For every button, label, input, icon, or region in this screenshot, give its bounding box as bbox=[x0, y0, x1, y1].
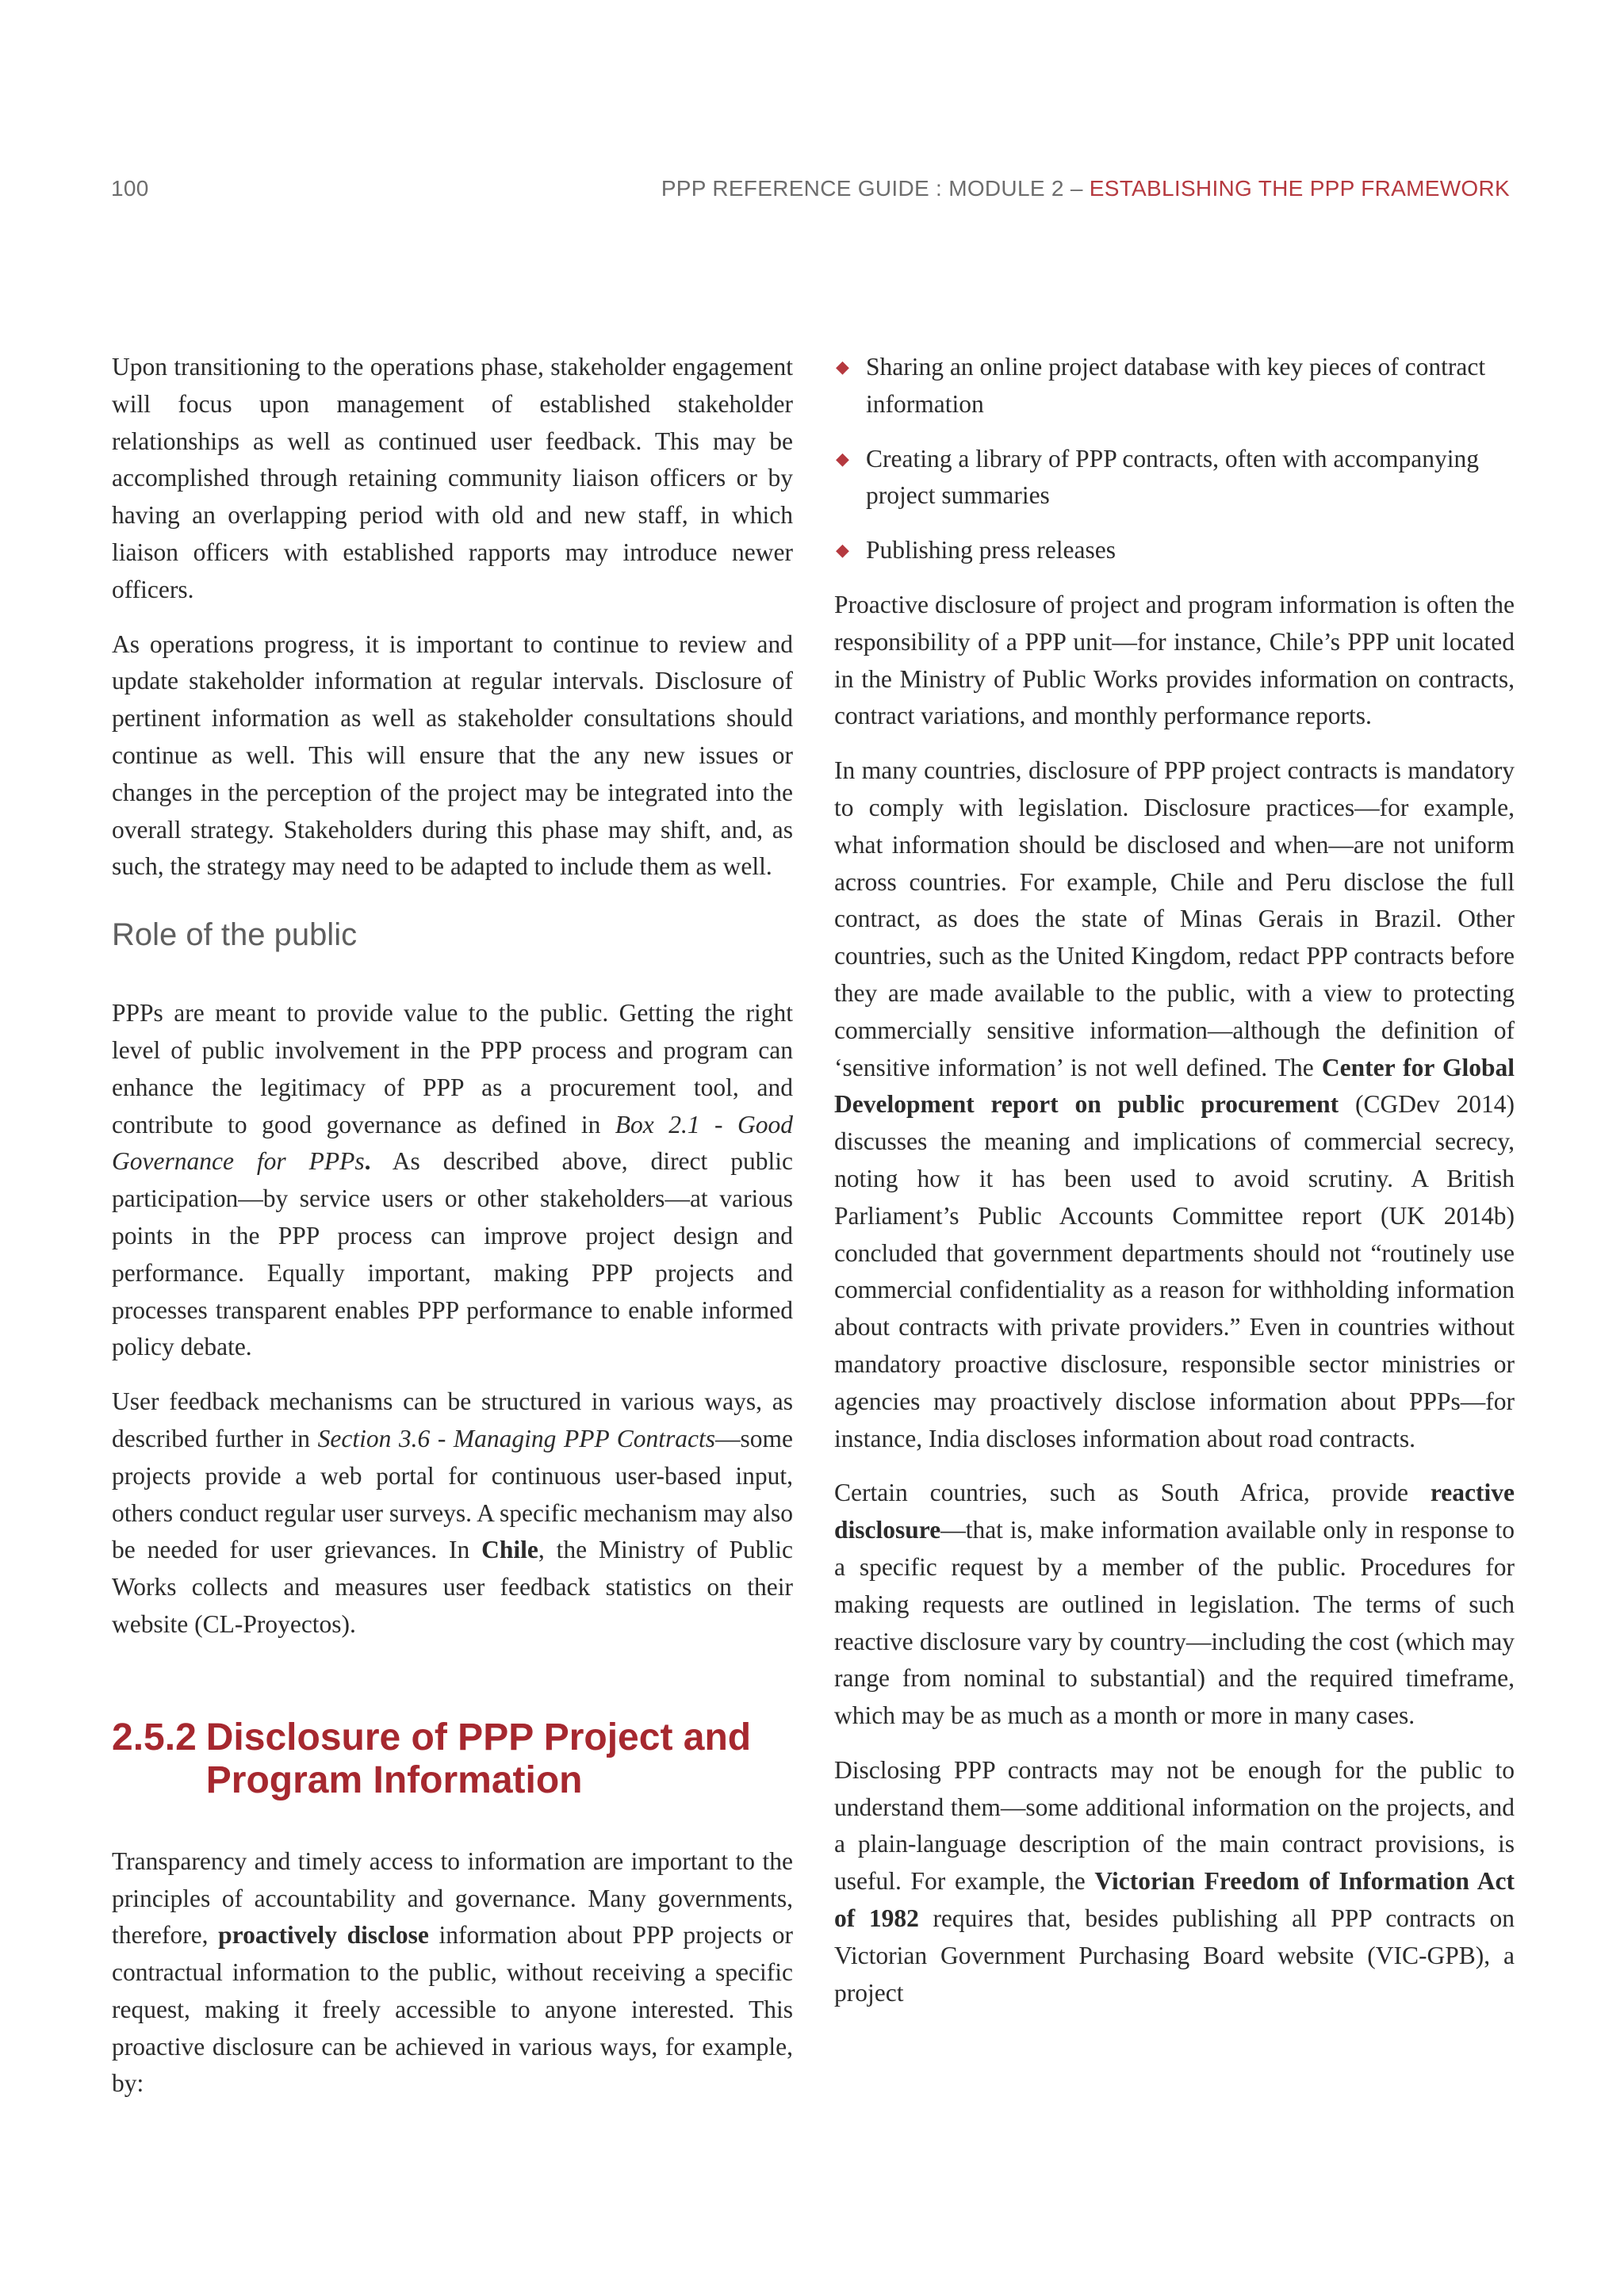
subheading-role-of-public: Role of the public bbox=[112, 917, 358, 953]
section-number: 2.5.2 bbox=[112, 1716, 197, 1758]
list-item-text: Creating a library of PPP contracts, often with accompanying project summaries bbox=[866, 444, 1480, 510]
text-run: requires that, besides publishing all PPP contracts on Victorian Government Purchasing Board website (VIC-GPB), a project bbox=[834, 1904, 1515, 2007]
list-item bbox=[834, 532, 1515, 569]
page-number: 100 bbox=[111, 176, 149, 201]
list-item bbox=[834, 349, 1515, 423]
section-reference-link[interactable]: Section 3.6 - Managing PPP Contracts bbox=[317, 1424, 715, 1452]
paragraph-plain-language bbox=[834, 1752, 1515, 2012]
text-run: —some projects provide a web portal for continuous user-based input, others conduct regular user surveys. A specific mechanism may also be needed for user grievances. In bbox=[112, 1424, 794, 1564]
paragraph-operations-phase: Upon transitioning to the operations phase, stakeholder engagement will focus upon management of established stakeholder relationships as well as continued user feedback. This may be accomplished through retaining community liaison officers or by having an overlapping period with old and new staff, in which liaison officers with established rapports may introduce newer officers. bbox=[112, 353, 793, 603]
disclosure-methods-list bbox=[834, 349, 1515, 569]
paragraph-public-value bbox=[112, 995, 793, 1366]
header-title-accent: ESTABLISHING THE PPP FRAMEWORK bbox=[1089, 176, 1510, 201]
diamond-bullet-icon: ◆ bbox=[836, 448, 849, 469]
text-run: —that is, make information available only in response to a specific request by a member of the public. Procedures for making requests are outlined in legislation. The terms of such reactive disclosure vary by country—including the cost (which may range from nominal to substantial) and the required timeframe, which may be as much as a month or more in many cases. bbox=[834, 1516, 1515, 1730]
paragraph-operations-progress: As operations progress, it is important to continue to review and update stakeholder information at regular intervals. Disclosure of pertinent information as well as stakeholder consultations should continue as well. This will ensure that the any new issues or changes in the perception of the project may be integrated into the overall strategy. Stakeholders during this phase may shift, and, as such, the strategy may need to be adapted to include them as well. bbox=[112, 629, 793, 881]
text-run: (CGDev 2014) discusses the meaning and implications of commercial secrecy, noting how it has been used to avoid scrutiny. A British Parliament’s Public Accounts Committee report (UK 2014b) concluded that government departments should not “routinely use commercial confidentiality as a reason for withholding information about contracts with private providers.” Even in countries without mandatory proactive disclosure, responsible sector ministries or agencies may proactively disclose information about PPPs—for instance, India discloses information about road contracts. bbox=[834, 1090, 1515, 1452]
list-item-text: Sharing an online project database with key pieces of contract information bbox=[866, 353, 1486, 418]
text-run: , the Ministry of Public Works collects and measures user feedback statistics on their website (CL-Proyectos). bbox=[112, 1536, 793, 1638]
bold-term-proactive-disclose: proactively disclose bbox=[218, 1921, 429, 1950]
bold-term-chile: Chile bbox=[481, 1536, 538, 1564]
right-column bbox=[834, 349, 1515, 2029]
list-item bbox=[834, 441, 1515, 515]
header-title bbox=[661, 176, 1510, 201]
bold-term-cgdev-report: Center for Global Development report on public procurement bbox=[834, 1053, 1515, 1119]
text-run: information about PPP projects or contractual information to the public, without receiving a specific request, making it freely accessible to anyone interested. This proactive disclosure can be achieved in various ways, for example, by: bbox=[112, 1921, 793, 2098]
header-title-prefix: PPP REFERENCE GUIDE : MODULE 2 – bbox=[661, 176, 1090, 201]
section-heading-2-5-2 bbox=[112, 1716, 793, 1802]
left-column bbox=[112, 349, 793, 2120]
text-run: PPPs are meant to provide value to the public. Getting the right level of public involvement in the PPP process and program can enhance the legitimacy of PPP as a procurement tool, and contribute to good governance as defined in bbox=[112, 999, 793, 1138]
paragraph-user-feedback bbox=[112, 1383, 793, 1644]
text-run: Disclosing PPP contracts may not be enough for the public to understand them—some additional information on the projects, and a plain-language description of the main contract provisions, is useful. For example, the bbox=[834, 1755, 1515, 1896]
paragraph-reactive-disclosure bbox=[834, 1475, 1515, 1735]
text-run: Certain countries, such as South Africa, provide bbox=[834, 1479, 1431, 1507]
text-run: As described above, direct public participation—by service users or other stakeholders—at various points in the PPP process can improve project design and performance. Equally important, making PPP projects and processes transparent enables PPP performance to enable informed policy debate. bbox=[112, 1147, 793, 1361]
bold-term-victorian-foi-act: Victorian Freedom of Information Act of 1982 bbox=[834, 1867, 1515, 1933]
paragraph-proactive-disclosure: Proactive disclosure of project and program information is often the responsibility of a PPP unit—for instance, Chile’s PPP unit located in the Ministry of Public Works provides information on contracts, contract variations, and monthly performance reports. bbox=[834, 590, 1515, 730]
section-title: Disclosure of PPP Project and Program Information bbox=[205, 1716, 752, 1801]
paragraph-mandatory-disclosure bbox=[834, 752, 1515, 1457]
text-run: Transparency and timely access to information are important to the principles of accountability and governance. Many governments, therefore, bbox=[112, 1846, 793, 1950]
diamond-bullet-icon: ◆ bbox=[836, 540, 849, 561]
diamond-bullet-icon: ◆ bbox=[836, 357, 849, 377]
text-run: User feedback mechanisms can be structured in various ways, as described further in bbox=[112, 1387, 793, 1452]
bold-term-reactive-disclosure: reactive disclosure bbox=[834, 1479, 1515, 1544]
text-run: In many countries, disclosure of PPP project contracts is mandatory to comply with legislation. Disclosure practices—for example, what information should be disclosed and when—are not uniform across countries. For example, Chile and Peru disclose the full contract, as does the state of Minas Gerais in Brazil. Other countries, such as the United Kingdom, redact PPP contracts before they are made available to the public, with a view to protecting commercially sensitive information—although the definition of ‘sensitive information’ is not well defined. The bbox=[834, 756, 1515, 1081]
list-item-text: Publishing press releases bbox=[866, 536, 1116, 564]
paragraph-transparency bbox=[112, 1843, 793, 2103]
running-header bbox=[111, 176, 1510, 208]
box-reference-link[interactable]: Box 2.1 - Good Governance for PPPs bbox=[112, 1110, 793, 1176]
text-run: . bbox=[364, 1147, 371, 1176]
